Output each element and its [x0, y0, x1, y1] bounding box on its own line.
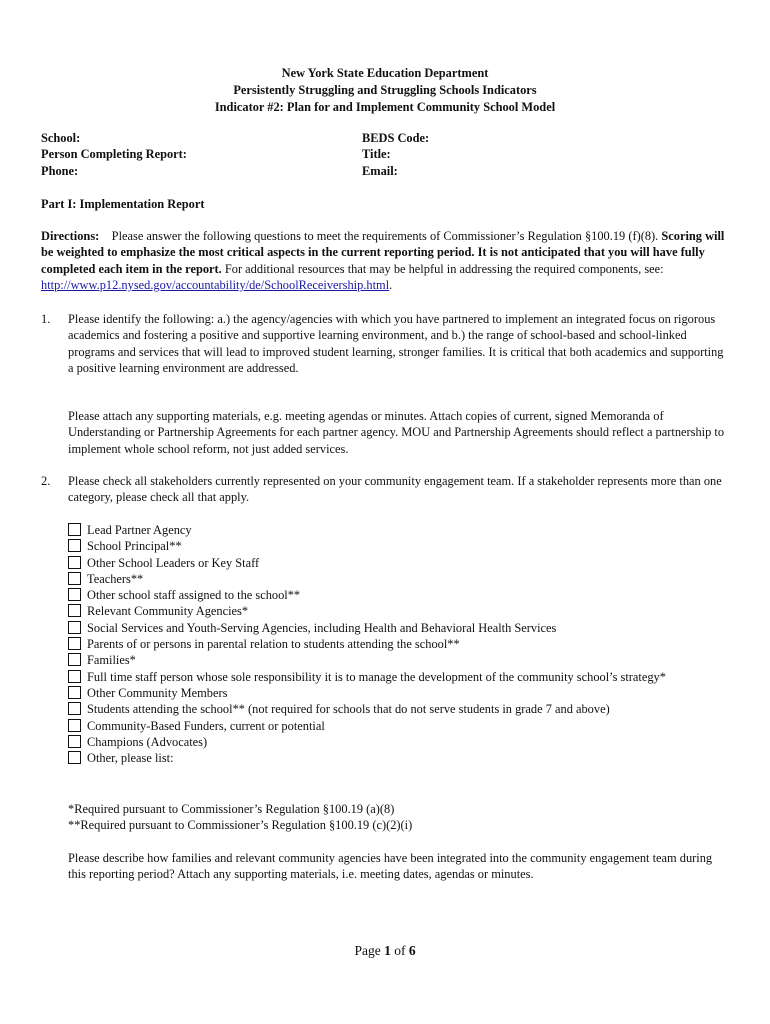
stakeholder-label: Parents of or persons in parental relation to students attending the school**: [87, 637, 460, 652]
checkbox[interactable]: [68, 604, 81, 617]
stakeholder-label: Full time staff person whose sole responsibility it is to manage the development of the community school’s strategy*: [87, 669, 666, 684]
phone-field-label: Phone:: [41, 163, 79, 178]
question-text: Please identify the following: a.) the agency/agencies with which you have partnered to implement an integrated focus on rigorous academics and fostering a positive and supportive learning environment, and b.) the range of school-based and school-linked programs and services that will lead to improved student learning, stronger families. It is critical that both academics and supporting a positive learning environment are addressed.: [68, 312, 724, 375]
resources-link[interactable]: http://www.p12.nysed.gov/accountability/de/SchoolReceivership.html: [41, 277, 390, 292]
page-footer: [0, 943, 770, 959]
info-fields-right: [362, 130, 429, 179]
stakeholder-label: Other, please list:: [87, 751, 174, 766]
stakeholder-label: School Principal**: [87, 539, 182, 554]
section-title: Part I: Implementation Report: [41, 197, 205, 211]
stakeholder-item: [68, 669, 730, 685]
total-pages-number: 6: [408, 943, 416, 958]
directions-resources-text: For additional resources that may be helpful in addressing the required components, see:: [224, 261, 664, 276]
person-completing-field-label: Person Completing Report:: [41, 147, 187, 162]
checkbox[interactable]: [68, 751, 81, 764]
checkbox[interactable]: [68, 588, 81, 601]
email-field-label: Email:: [362, 163, 398, 178]
stakeholder-label: Community-Based Funders, current or potential: [87, 718, 325, 733]
stakeholder-item: [68, 555, 730, 571]
checkbox[interactable]: [68, 702, 81, 715]
stakeholder-label: Other Community Members: [87, 685, 228, 700]
stakeholder-item: [68, 571, 730, 587]
stakeholder-item: [68, 522, 730, 538]
checkbox[interactable]: [68, 719, 81, 732]
info-fields-left: [41, 130, 187, 179]
stakeholder-label: Champions (Advocates): [87, 734, 208, 749]
stakeholder-item: [68, 718, 730, 734]
stakeholder-checklist: [68, 522, 730, 766]
stakeholder-item: [68, 620, 730, 636]
stakeholder-label: Relevant Community Agencies*: [87, 604, 249, 619]
stakeholder-label: Other School Leaders or Key Staff: [87, 555, 260, 570]
checkbox[interactable]: [68, 523, 81, 536]
question-number: 2.: [41, 474, 51, 488]
checkbox[interactable]: [68, 572, 81, 585]
stakeholder-label: Lead Partner Agency: [87, 523, 192, 537]
current-page-number: 1: [384, 943, 391, 958]
header-department: New York State Education Department: [281, 66, 489, 80]
school-field-label: School:: [41, 131, 81, 145]
checkbox[interactable]: [68, 556, 81, 569]
checkbox[interactable]: [68, 539, 81, 552]
single-asterisk-note: *Required pursuant to Commissioner’s Regulation §100.19 (a)(8): [68, 802, 395, 816]
regulation-notes: [68, 801, 730, 834]
header-indicator-title: Indicator #2: Plan for and Implement Community School Model: [214, 100, 556, 114]
directions-label: Directions:: [41, 229, 100, 243]
stakeholder-label: Students attending the school** (not required for schools that do not serve students in grade 7 and above): [87, 702, 610, 717]
attach-instructions: Please attach any supporting materials, e.g. meeting agendas or minutes. Attach copies of current, signed Memoranda of Understanding or Partnership Agreements for each partner agency. MOU and Partnership Agreements should reflect a partnership to implement whole school reform, not just added services.: [68, 409, 725, 456]
directions-end: .: [389, 277, 393, 292]
checkbox[interactable]: [68, 670, 81, 683]
question-1: [41, 311, 731, 376]
of-word: of: [394, 943, 406, 958]
directions-text: Please answer the following questions to meet the requirements of Commissioner’s Regulation §100.19 (f)(8).: [111, 229, 659, 243]
header-indicators: Persistently Struggling and Struggling Schools Indicators: [233, 83, 537, 97]
document-header: [0, 65, 770, 116]
directions-emphasis: Scoring will be weighted to emphasize the most critical aspects in the current reporting period. It is not anticipated that you will have fully completed each item in the report.: [41, 229, 725, 276]
stakeholder-item: [68, 587, 730, 603]
stakeholder-item: [68, 603, 730, 619]
checkbox[interactable]: [68, 686, 81, 699]
stakeholder-item: [68, 750, 730, 766]
checkbox[interactable]: [68, 653, 81, 666]
directions-paragraph: [41, 228, 731, 293]
stakeholder-item: [68, 685, 730, 701]
stakeholder-item: [68, 636, 730, 652]
stakeholder-label: Families*: [87, 653, 136, 668]
question-2: [41, 473, 731, 506]
stakeholder-item: [68, 734, 730, 750]
stakeholder-label: Teachers**: [87, 571, 144, 586]
beds-code-field-label: BEDS Code:: [362, 131, 430, 145]
describe-integration-prompt: Please describe how families and relevant community agencies have been integrated into the community engagement team during this reporting period? Attach any supporting materials, i.e. meeting dates, agendas or minutes.: [68, 851, 713, 882]
title-field-label: Title:: [362, 147, 391, 162]
stakeholder-label: Social Services and Youth-Serving Agencies, including Health and Behavioral Health Services: [87, 620, 557, 635]
checkbox[interactable]: [68, 637, 81, 650]
double-asterisk-note: **Required pursuant to Commissioner’s Regulation §100.19 (c)(2)(i): [68, 818, 413, 833]
question-text: Please check all stakeholders currently represented on your community engagement team. If a stakeholder represents more than one category, please check all that apply.: [68, 474, 722, 505]
stakeholder-item: [68, 701, 730, 717]
stakeholder-item: [68, 652, 730, 668]
question-number: 1.: [41, 312, 51, 326]
checkbox[interactable]: [68, 621, 81, 634]
checkbox[interactable]: [68, 735, 81, 748]
stakeholder-item: [68, 538, 730, 554]
page-word: Page: [354, 943, 381, 958]
stakeholder-label: Other school staff assigned to the school**: [87, 588, 301, 603]
